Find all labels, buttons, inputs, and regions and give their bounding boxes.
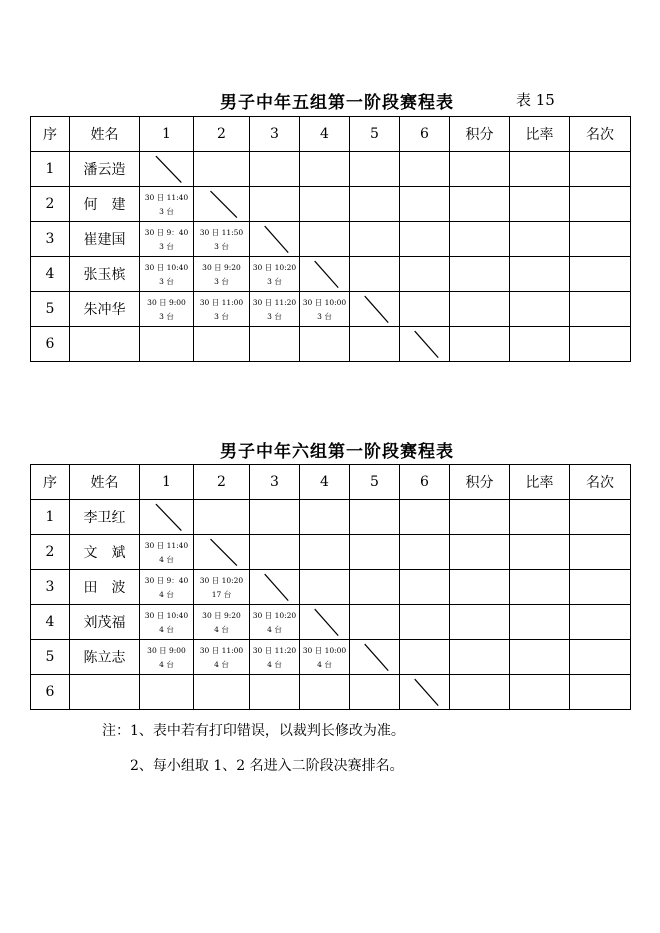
player-name <box>70 675 140 710</box>
table-row <box>31 187 631 222</box>
player-name: 陈立志 <box>70 640 140 675</box>
header-cell: 4 <box>300 465 350 500</box>
player-name: 李卫红 <box>70 500 140 535</box>
match-time: 30 日 10:20 <box>252 263 297 272</box>
match-cell <box>300 640 350 675</box>
match-table: 4 台 <box>214 660 229 669</box>
header-cell: 名次 <box>570 117 631 152</box>
table-row <box>31 640 631 675</box>
diagonal-slash-cell <box>300 605 350 640</box>
match-time: 30 日 11:40 <box>144 541 189 550</box>
table-row <box>31 500 631 535</box>
match-cell <box>194 222 250 257</box>
row-number: 4 <box>31 257 70 292</box>
match-table: 4 台 <box>159 590 174 599</box>
match-table: 4 台 <box>214 625 229 634</box>
header-cell: 积分 <box>450 117 510 152</box>
rank-cell <box>570 152 631 187</box>
ratio-cell <box>510 257 570 292</box>
table-number-label: 表 15 <box>516 91 555 109</box>
rank-cell <box>570 257 631 292</box>
diagonal-slash-cell <box>194 535 250 570</box>
match-cell <box>140 257 194 292</box>
match-cell <box>140 640 194 675</box>
score-cell <box>450 327 510 362</box>
match-time: 30 日 11:00 <box>199 298 244 307</box>
empty-cell <box>300 535 350 570</box>
match-table: 3 台 <box>159 242 174 251</box>
empty-cell <box>194 675 250 710</box>
match-cell <box>140 570 194 605</box>
score-cell <box>450 292 510 327</box>
empty-cell <box>250 500 300 535</box>
match-time: 30 日 10:20 <box>252 611 297 620</box>
empty-cell <box>350 152 400 187</box>
match-time: 30 日 9：40 <box>144 228 189 237</box>
slash-mark <box>300 257 349 291</box>
rank-cell <box>570 605 631 640</box>
empty-cell <box>400 570 450 605</box>
slash-mark <box>250 222 299 256</box>
schedule-title-group-6: 男子中年六组第一阶段赛程表 <box>220 442 454 462</box>
table-row <box>31 675 631 710</box>
diagonal-slash-cell <box>350 292 400 327</box>
slash-mark <box>250 570 299 604</box>
note-line-2: 2、每小组取 1、2 名进入二阶段决赛排名。 <box>130 758 404 774</box>
slash-mark <box>400 675 449 709</box>
empty-cell <box>140 675 194 710</box>
match-time: 30 日 9：40 <box>144 576 189 585</box>
rank-cell <box>570 187 631 222</box>
match-cell <box>140 605 194 640</box>
rank-cell <box>570 292 631 327</box>
row-number: 2 <box>31 187 70 222</box>
header-cell: 名次 <box>570 465 631 500</box>
empty-cell <box>300 187 350 222</box>
player-name <box>70 327 140 362</box>
empty-cell <box>350 570 400 605</box>
player-name: 田 波 <box>70 570 140 605</box>
match-time: 30 日 10:40 <box>144 611 189 620</box>
score-cell <box>450 605 510 640</box>
header-cell: 6 <box>400 465 450 500</box>
header-cell: 姓名 <box>70 465 140 500</box>
empty-cell <box>250 675 300 710</box>
empty-cell <box>300 675 350 710</box>
empty-cell <box>194 500 250 535</box>
match-table: 3 台 <box>214 312 229 321</box>
score-cell <box>450 640 510 675</box>
slash-mark <box>350 292 399 326</box>
empty-cell <box>350 187 400 222</box>
empty-cell <box>400 257 450 292</box>
match-time: 30 日 9:20 <box>202 611 241 620</box>
empty-cell <box>250 535 300 570</box>
match-table: 17 台 <box>211 590 232 599</box>
diagonal-slash-cell <box>250 570 300 605</box>
player-name: 崔建国 <box>70 222 140 257</box>
empty-cell <box>400 500 450 535</box>
diagonal-slash-cell <box>140 152 194 187</box>
match-table: 3 台 <box>267 277 282 286</box>
match-cell <box>194 570 250 605</box>
note-line-1: 注：1、表中若有打印错误，以裁判长修改为准。 <box>102 723 405 739</box>
header-cell: 姓名 <box>70 117 140 152</box>
match-time: 30 日 10:00 <box>302 298 347 307</box>
rank-cell <box>570 500 631 535</box>
match-cell <box>250 605 300 640</box>
match-time: 30 日 11:20 <box>252 646 297 655</box>
slash-mark <box>194 535 249 569</box>
slash-mark <box>300 605 349 639</box>
empty-cell <box>350 222 400 257</box>
rank-cell <box>570 570 631 605</box>
empty-cell <box>400 152 450 187</box>
match-cell <box>140 222 194 257</box>
match-table: 3 台 <box>267 312 282 321</box>
match-table: 3 台 <box>159 207 174 216</box>
empty-cell <box>250 187 300 222</box>
empty-cell <box>350 500 400 535</box>
empty-cell <box>194 327 250 362</box>
row-number: 3 <box>31 570 70 605</box>
score-cell <box>450 500 510 535</box>
match-table: 3 台 <box>159 312 174 321</box>
match-cell <box>300 292 350 327</box>
match-table: 4 台 <box>267 660 282 669</box>
diagonal-slash-cell <box>350 640 400 675</box>
ratio-cell <box>510 675 570 710</box>
slash-mark <box>140 500 193 534</box>
match-cell <box>140 187 194 222</box>
match-time: 30 日 11:50 <box>199 228 244 237</box>
table-row <box>31 327 631 362</box>
empty-cell <box>350 257 400 292</box>
header-cell: 4 <box>300 117 350 152</box>
match-time: 30 日 10:20 <box>199 576 244 585</box>
table-row <box>31 152 631 187</box>
match-table: 4 台 <box>267 625 282 634</box>
header-row <box>31 465 631 500</box>
ratio-cell <box>510 327 570 362</box>
empty-cell <box>350 535 400 570</box>
match-time: 30 日 11:20 <box>252 298 297 307</box>
score-cell <box>450 535 510 570</box>
match-table: 4 台 <box>159 660 174 669</box>
header-cell: 3 <box>250 465 300 500</box>
match-time: 30 日 9:20 <box>202 263 241 272</box>
ratio-cell <box>510 500 570 535</box>
score-cell <box>450 222 510 257</box>
table-row <box>31 570 631 605</box>
match-time: 30 日 10:40 <box>144 263 189 272</box>
match-table: 3 台 <box>317 312 332 321</box>
match-time: 30 日 11:40 <box>144 193 189 202</box>
empty-cell <box>400 640 450 675</box>
rank-cell <box>570 675 631 710</box>
slash-mark <box>140 152 193 186</box>
match-table: 4 台 <box>317 660 332 669</box>
empty-cell <box>350 327 400 362</box>
header-cell: 1 <box>140 465 194 500</box>
player-name: 张玉槟 <box>70 257 140 292</box>
ratio-cell <box>510 535 570 570</box>
rank-cell <box>570 327 631 362</box>
row-number: 4 <box>31 605 70 640</box>
header-cell: 序 <box>31 117 70 152</box>
empty-cell <box>400 292 450 327</box>
empty-cell <box>250 152 300 187</box>
header-cell: 5 <box>350 465 400 500</box>
match-time: 30 日 9:00 <box>147 298 186 307</box>
diagonal-slash-cell <box>140 500 194 535</box>
schedule-table-group-6 <box>30 464 631 710</box>
match-cell <box>194 257 250 292</box>
match-table: 3 台 <box>214 277 229 286</box>
slash-mark <box>400 327 449 361</box>
score-cell <box>450 152 510 187</box>
player-name: 刘茂福 <box>70 605 140 640</box>
player-name: 何 建 <box>70 187 140 222</box>
schedule-table-group-5 <box>30 116 631 362</box>
empty-cell <box>300 327 350 362</box>
table-row <box>31 292 631 327</box>
rank-cell <box>570 535 631 570</box>
table-row <box>31 222 631 257</box>
empty-cell <box>400 605 450 640</box>
empty-cell <box>400 222 450 257</box>
row-number: 3 <box>31 222 70 257</box>
row-number: 6 <box>31 327 70 362</box>
match-cell <box>250 257 300 292</box>
score-cell <box>450 675 510 710</box>
empty-cell <box>400 187 450 222</box>
row-number: 1 <box>31 500 70 535</box>
empty-cell <box>350 675 400 710</box>
row-number: 5 <box>31 292 70 327</box>
match-table: 4 台 <box>159 625 174 634</box>
diagonal-slash-cell <box>250 222 300 257</box>
table-row <box>31 535 631 570</box>
header-cell: 比率 <box>510 117 570 152</box>
ratio-cell <box>510 605 570 640</box>
rank-cell <box>570 640 631 675</box>
header-cell: 比率 <box>510 465 570 500</box>
match-time: 30 日 11:00 <box>199 646 244 655</box>
match-cell <box>194 292 250 327</box>
match-cell <box>250 292 300 327</box>
header-cell: 序 <box>31 465 70 500</box>
empty-cell <box>400 535 450 570</box>
match-time: 30 日 10:00 <box>302 646 347 655</box>
header-cell: 积分 <box>450 465 510 500</box>
player-name: 潘云造 <box>70 152 140 187</box>
empty-cell <box>300 500 350 535</box>
score-cell <box>450 187 510 222</box>
header-cell: 3 <box>250 117 300 152</box>
match-time: 30 日 9:00 <box>147 646 186 655</box>
match-cell <box>140 535 194 570</box>
ratio-cell <box>510 570 570 605</box>
match-cell <box>250 640 300 675</box>
match-table: 4 台 <box>159 555 174 564</box>
empty-cell <box>300 152 350 187</box>
row-number: 5 <box>31 640 70 675</box>
ratio-cell <box>510 152 570 187</box>
match-table: 3 台 <box>159 277 174 286</box>
slash-mark <box>194 187 249 221</box>
diagonal-slash-cell <box>300 257 350 292</box>
empty-cell <box>350 605 400 640</box>
empty-cell <box>140 327 194 362</box>
match-cell <box>140 292 194 327</box>
header-cell: 1 <box>140 117 194 152</box>
rank-cell <box>570 222 631 257</box>
match-cell <box>194 605 250 640</box>
ratio-cell <box>510 222 570 257</box>
player-name: 朱冲华 <box>70 292 140 327</box>
empty-cell <box>194 152 250 187</box>
empty-cell <box>250 327 300 362</box>
header-row <box>31 117 631 152</box>
ratio-cell <box>510 187 570 222</box>
row-number: 2 <box>31 535 70 570</box>
table-row <box>31 605 631 640</box>
header-cell: 6 <box>400 117 450 152</box>
player-name: 文 斌 <box>70 535 140 570</box>
ratio-cell <box>510 292 570 327</box>
diagonal-slash-cell <box>400 327 450 362</box>
empty-cell <box>300 222 350 257</box>
header-cell: 2 <box>194 465 250 500</box>
ratio-cell <box>510 640 570 675</box>
diagonal-slash-cell <box>400 675 450 710</box>
header-cell: 5 <box>350 117 400 152</box>
match-table: 3 台 <box>214 242 229 251</box>
match-cell <box>194 640 250 675</box>
header-cell: 2 <box>194 117 250 152</box>
schedule-title-group-5: 男子中年五组第一阶段赛程表 <box>220 93 454 113</box>
row-number: 1 <box>31 152 70 187</box>
score-cell <box>450 257 510 292</box>
score-cell <box>450 570 510 605</box>
empty-cell <box>300 570 350 605</box>
slash-mark <box>350 640 399 674</box>
row-number: 6 <box>31 675 70 710</box>
diagonal-slash-cell <box>194 187 250 222</box>
table-row <box>31 257 631 292</box>
